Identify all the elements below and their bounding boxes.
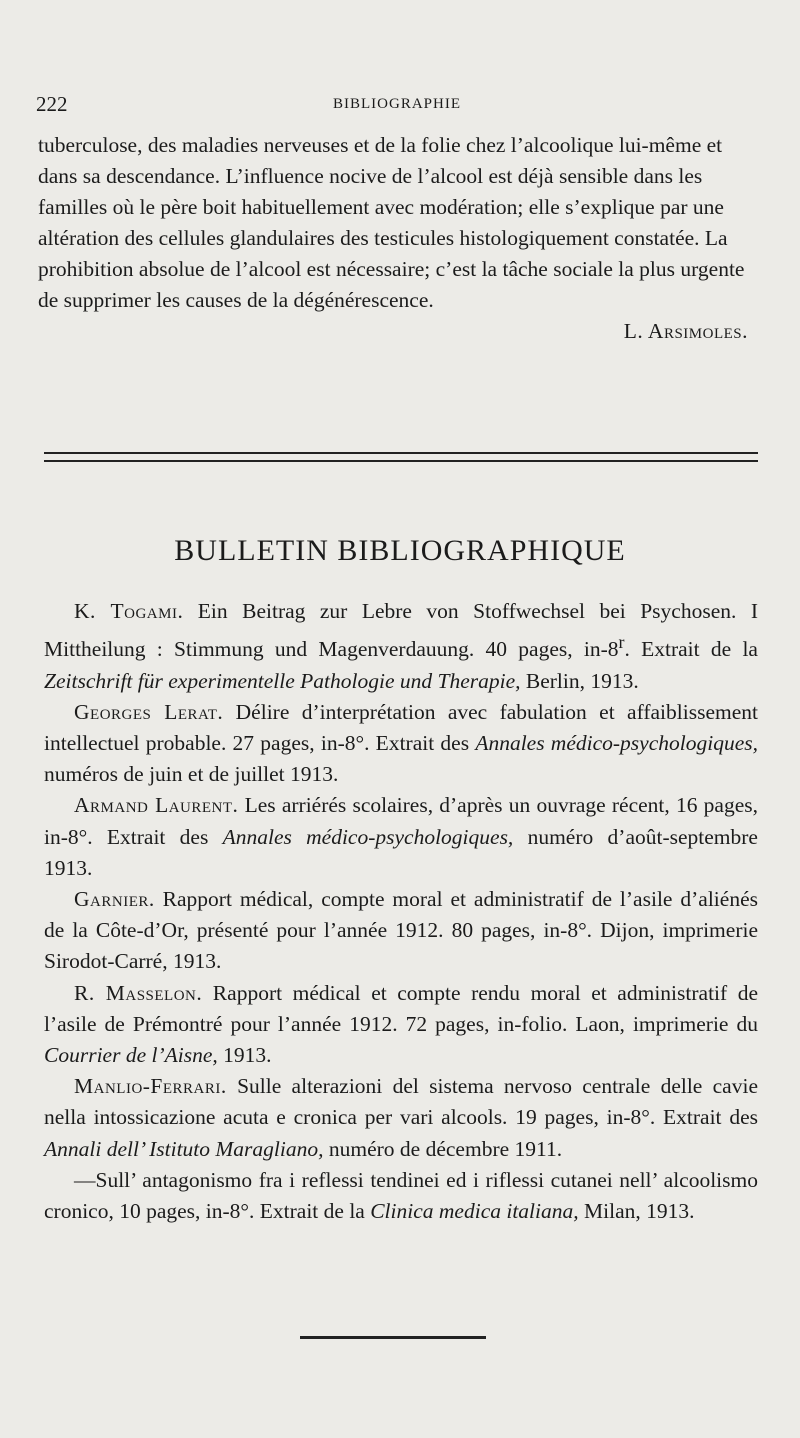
entry-text: Délire d’interprétation avec fabulation et affaiblissement intellectuel probable. 27 pages, in-8°. Extrait des [44,699,758,755]
page-number: 222 [36,92,68,116]
author-signature [38,316,758,347]
bib-entry [44,790,758,884]
entry-journal: Annales médico-psychologiques, [475,730,758,755]
entry-text: Berlin, 1913. [520,668,639,693]
bib-entry [44,1165,758,1227]
bib-entry [44,1071,758,1165]
bib-entry [44,697,758,791]
running-head: BIBLIOGRAPHIE [333,96,461,112]
entry-journal: Annales médico-psychologiques, [222,824,514,849]
entry-text: numéro d’août-septembre 1913. [44,824,758,880]
entry-author: Georges Lerat. [74,699,224,724]
entry-journal: Clinica medica italiana, [370,1199,579,1224]
section-divider [44,452,758,462]
bib-entry [44,596,758,697]
bibliography-list [44,596,758,1227]
entry-journal: Courrier de l’Aisne, [44,1043,218,1067]
bib-entry [44,884,758,978]
entry-text: 1913. [217,1043,272,1067]
section-title: BULLETIN BIBLIOGRAPHIQUE [174,534,626,567]
entry-text: Rapport médical, compte moral et administratif de l’asile d’aliénés de la Côte-d’Or, présenté pour l’année 1912. 80 pages, in-8°. Dijon, imprimerie Sirodot-Carré, 1913. [44,886,758,974]
entry-text: numéros de juin et de juillet 1913. [44,762,339,787]
entry-author: Manlio-Ferrari. [74,1074,227,1099]
entry-text: . Extrait de la [624,637,758,662]
entry-text: numéro de décembre 1911. [323,1136,563,1161]
entry-journal: Annali dell’ Istituto Maragliano, [44,1136,324,1161]
entry-author: R. Masselon. [74,980,203,1005]
entry-text: Milan, 1913. [578,1199,695,1224]
signature-text: L. Arsimoles. [623,319,748,343]
end-rule [300,1336,486,1339]
bib-entry [44,978,758,1072]
entry-text: —Sull’ antagonismo fra i reflessi tendinei ed i riflessi cutanei nell’ alcoolismo cronico, 10 pages, in-8°. Extrait de la [44,1167,758,1224]
entry-journal: Zeitschrift für experimentelle Pathologie und Therapie, [44,668,521,693]
entry-text: Rapport médical et compte rendu moral et administratif de l’asile de Prémontré pour l’année 1912. 72 pages, in-folio. Laon, imprimerie du [44,980,759,1036]
entry-author: Armand Laurent. [74,793,239,818]
entry-text: Les arriérés scolaires, d’après un ouvrage récent, 16 pages, in-8°. Extrait des [44,793,758,849]
entry-author: Garnier. [74,886,155,911]
entry-author: K. Togami. [74,599,184,623]
entry-sup: r [618,632,625,653]
page-header [36,92,758,122]
intro-paragraph: tuberculose, des maladies nerveuses et de la folie chez l’alcoolique lui-même et dans sa descendance. L’influence nocive de l’alcool est déjà sensible dans les familles où le père boit habituellement avec modération; elle s’explique par une altération des cellules glandulaires des testicules histologiquement constatée. La prohibition absolue de l’alcool est nécessaire; c’est la tâche sociale la plus urgente de supprimer les causes de la dégénérescence. [38,133,745,312]
entry-text: Sulle alterazioni del sistema nervoso centrale delle cavie nella intossicazione acuta e cronica per vari alcools. 19 pages, in-8°. Extrait des [44,1074,758,1130]
intro-text [38,130,758,347]
entry-text: Ein Beitrag zur Lebre von Stoffwechsel bei Psychosen. I Mittheilung : Stimmung und Magenverdauung. 40 pages, in-8 [44,599,758,662]
